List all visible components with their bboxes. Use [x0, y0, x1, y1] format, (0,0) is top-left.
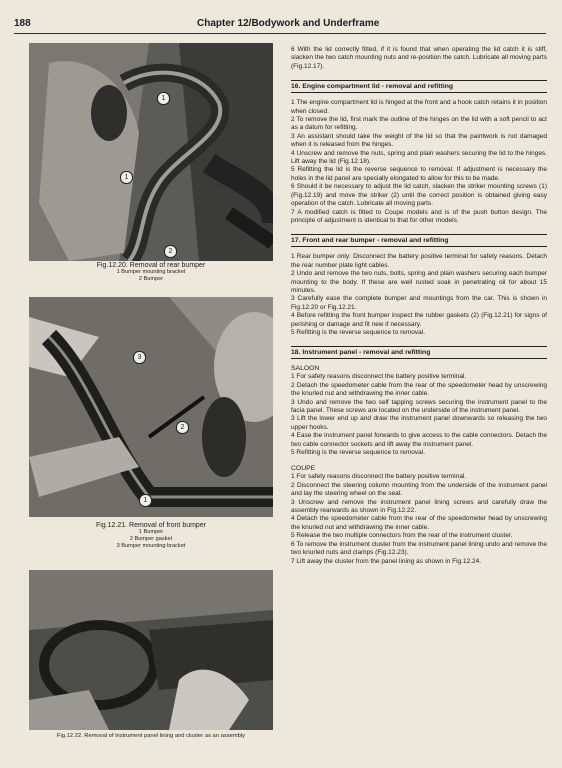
header-rule [14, 33, 546, 34]
callout-3: 3 [133, 351, 146, 364]
paragraph: 7 A modified catch is fitted to Coupe models and is of the push button design. The principle of adjustment is identical to that for other models. [291, 208, 547, 224]
paragraph: 2 Detach the speedometer cable from the rear of the speedometer head by unscrewing the knurled nut and withdrawing the inner cable. [291, 381, 547, 398]
chapter-title: Chapter 12/Bodywork and Underframe [197, 18, 380, 29]
paragraph: 4 Unscrew and remove the nuts, spring and plain washers securing the lid to the hinges. Lift away the lid (Fig.12.18). [291, 149, 547, 166]
paragraph: 2 To remove the lid, first mark the outline of the hinges on the lid with a soft pencil to act as a datum for refitting. [291, 116, 547, 132]
figure-12-21-caption [29, 522, 273, 551]
paragraph: 6 Should it be necessary to adjust the lid catch, slacken the striker mounting screws (1) (Fig.12.19) and move the striker (2) until the correct position is obtained giving easy operation of the catch. Lubricate all moving parts. [291, 183, 547, 208]
caption-item: 1 Bumper [138, 529, 164, 535]
text-column [291, 46, 547, 566]
callout-1: 1 [157, 92, 170, 105]
callout-1: 1 [120, 171, 133, 184]
paragraph: 4 Detach the speedometer cable from the rear of the speedometer head by unscrewing the knurled nut and withdrawing the inner cable. [291, 515, 547, 531]
intro-paragraph: 6 With the lid correctly fitted, if it is found that when operating the lid catch it is stiff, slacken the two catch mounting nuts and re-position the catch. Lubricate all moving parts (Fig.12.17). [291, 46, 547, 70]
paragraph: 3 Carefully ease the complete bumper and mountings from the car. This is shown in Fig.12.20 or Fig.12.21. [291, 295, 547, 311]
paragraph: 6 To remove the instrument cluster from the instrument panel lining undo and remove the two knurled nuts and clamps (Fig.12.23). [291, 540, 547, 557]
section-16-heading: 16. Engine compartment lid - removal and refitting [291, 80, 547, 93]
paragraph: 1 For safety reasons disconnect the battery positive terminal. [291, 473, 467, 481]
figure-12-22-photo [29, 570, 273, 730]
paragraph: 4 Before refitting the front bumper inspect the rubber gaskets (2) (Fig.12.21) for signs of perishing or damage and fit new if necessary. [291, 312, 547, 328]
caption-item: 3 Bumper mounting bracket [116, 543, 186, 550]
paragraph: 5 Refitting is the reverse sequence to removal. [291, 328, 426, 336]
callout-2: 2 [176, 421, 189, 434]
caption-item: 1 Bumper mounting bracket [116, 269, 186, 275]
section-18-heading: 18. Instrument panel - removal and refitting [291, 346, 547, 359]
paragraph: 3 Undo and remove the two self tapping screws securing the instrument panel to the facia panel. These screws are located on the underside of the instrument panel. [291, 398, 547, 414]
section-17-heading: 17. Front and rear bumper - removal and refitting [291, 234, 547, 247]
figure-12-22-caption [29, 733, 273, 740]
subsection-saloon: SALOON [291, 365, 320, 373]
paragraph: 1 The engine compartment lid is hinged at the front and a hook catch retains it in position when closed. [291, 99, 547, 115]
caption-item: 2 Bumper [138, 276, 164, 283]
figure-12-20-photo [29, 43, 273, 261]
paragraph: 5 Refitting the lid is the reverse sequence to removal. If adjustment is necessary the holes in the lid panel are specially elongated to allow for this to be made. [291, 166, 547, 182]
figure-title: Fig.12.21. Removal of front bumper [95, 522, 207, 529]
paragraph: 3 Unscrew and remove the instrument panel lining screws and carefully draw the assembly rearwards as shown in Fig.12.22. [291, 498, 547, 515]
paragraph: 1 Rear bumper only: Disconnect the battery positive terminal for safety reasons. Detach the rear number plate light cables. [291, 253, 547, 269]
callout-1: 1 [139, 494, 152, 507]
paragraph: 4 Ease the instrument panel forwards to give access to the cable connectors. Detach the two cable connector sockets and lift away the instrument panel. [291, 432, 547, 448]
paragraph: 2 Disconnect the steering column mounting from the underside of the instrument panel and lay the steering wheel on the seat. [291, 481, 547, 498]
figure-title: Fig.12.20. Removal of rear bumper [96, 262, 206, 269]
page-header [0, 0, 562, 30]
paragraph: 2 Undo and remove the two nuts, bolts, spring and plain washers securing each bumper mounting to the body. If these are well rusted soak in penetrating oil for about 15 minutes. [291, 270, 547, 294]
paragraph: 5 Refitting is the reverse sequence to removal. [291, 449, 426, 457]
paragraph: 3 An assistant should take the weight of the lid so that the paintwork is not damaged when it is released from the hinges. [291, 132, 547, 149]
caption-item: 2 Bumper gasket [129, 536, 173, 543]
callout-2: 2 [164, 245, 177, 258]
paragraph: 3 Lift the lower end up and draw the instrument panel downwards so releasing the two upper hooks. [291, 415, 547, 431]
page-number: 188 [14, 18, 31, 29]
figure-12-21-photo [29, 297, 273, 517]
paragraph: 1 For safety reasons disconnect the battery positive terminal. [291, 373, 467, 381]
subsection-coupe: COUPE [291, 465, 316, 473]
figure-title: Fig.12.22. Removal of instrument panel lining and cluster as an assembly [56, 733, 246, 739]
paragraph: 5 Release the two multiple connectors from the rear of the instrument cluster. [291, 532, 513, 540]
figure-12-20-caption [29, 262, 273, 283]
paragraph: 7 Lift away the cluster from the panel lining as shown in Fig.12.24. [291, 557, 482, 565]
